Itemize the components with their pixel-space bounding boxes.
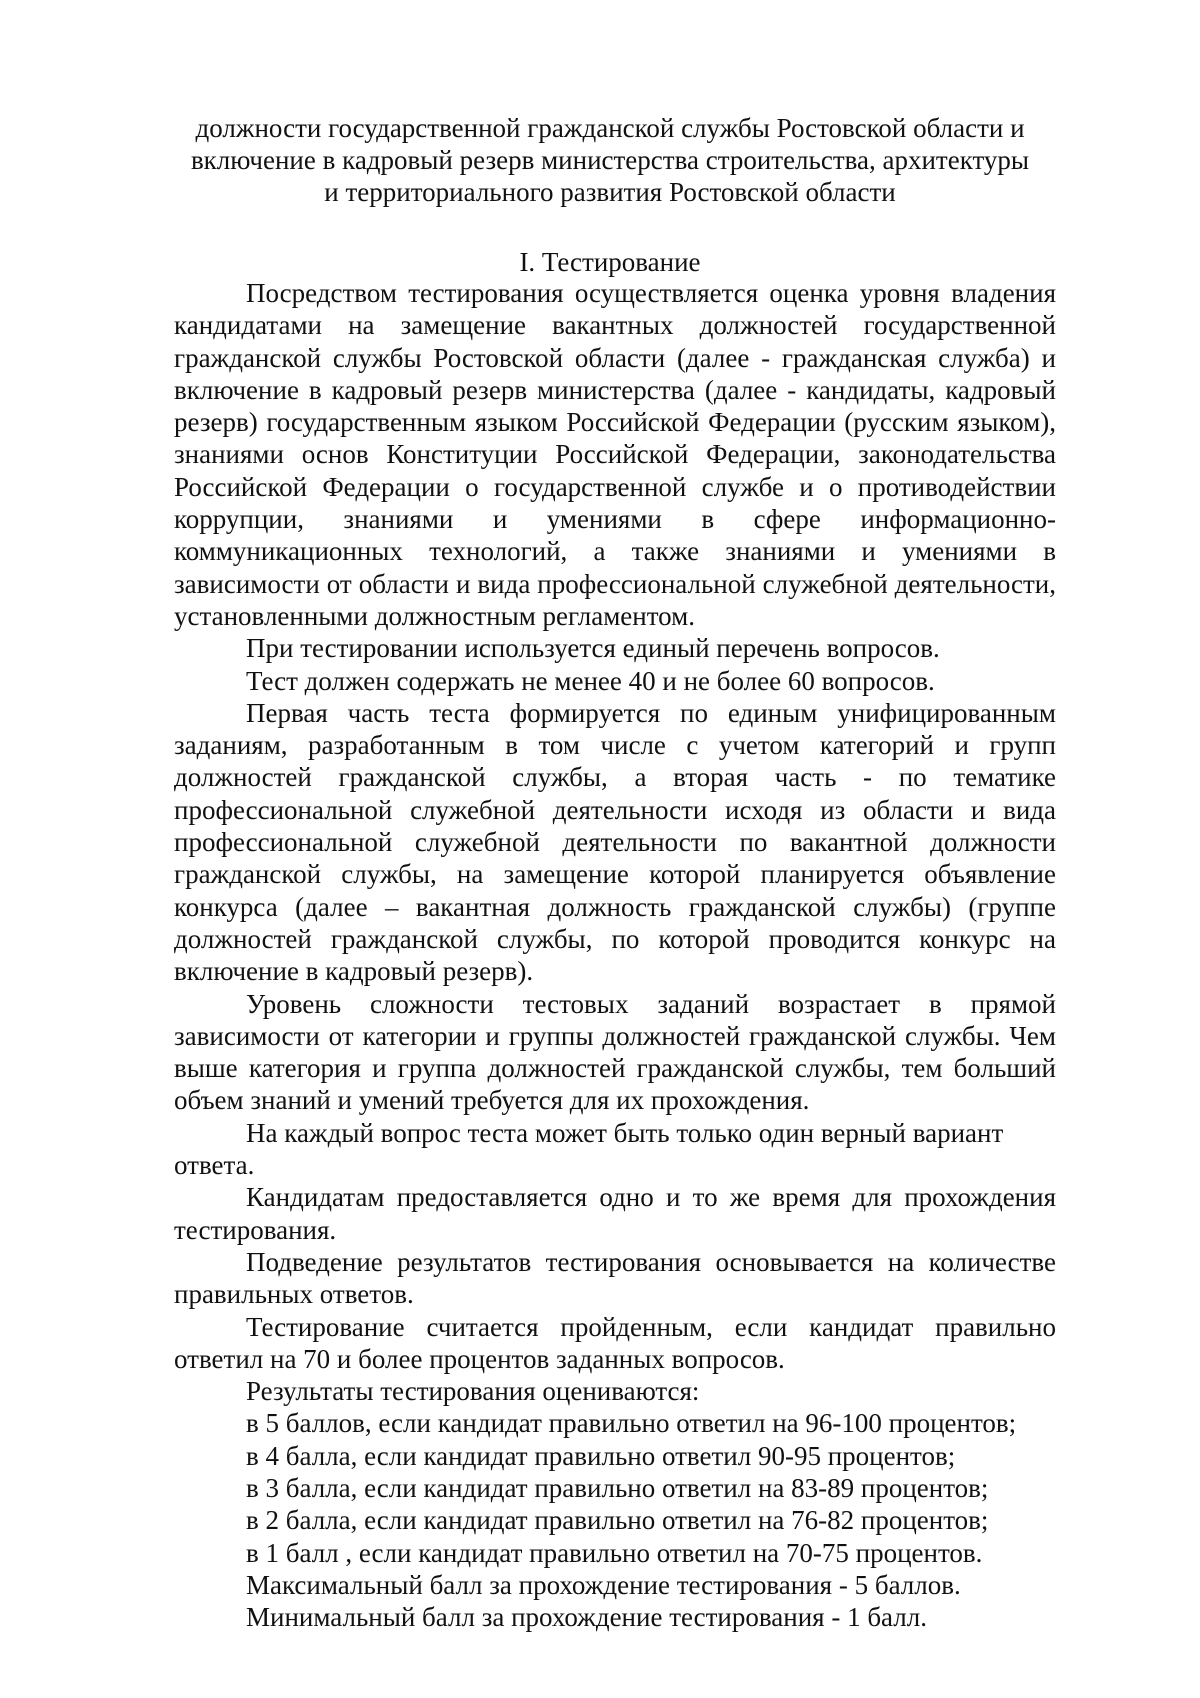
paragraph: При тестировании используется единый перечень вопросов. xyxy=(246,633,940,664)
score-item: в 4 балла, если кандидат правильно ответил 90-95 процентов; xyxy=(246,1440,956,1471)
paragraph: Подведение результатов тестирования основывается на количестве правильных ответов. xyxy=(174,1246,1056,1310)
paragraph: Тестирование считается пройденным, если кандидат правильно ответил на 70 и более процентов заданных вопросов. xyxy=(174,1311,1056,1374)
paragraph: Максимальный балл за прохождение тестирования - 5 баллов. xyxy=(246,1569,961,1600)
heading-line-1: должности государственной гражданской службы Ростовской области и xyxy=(195,113,1025,143)
paragraph: Посредством тестирования осуществляется оценка уровня владения кандидатами на замещение вакантных должностей государственной гражданской службы Ростовской области (далее - гражданская служба) и включение в кадровый резерв министерства (далее - кандидаты, кадровый резерв) государственным языком Российской Федерации (русским языком), знаниями основ Конституции Российской Федерации, законодательства Российской Федерации о государственной службе и о противодействии коррупции, знаниями и умениями в сфере информационно-коммуникационных технологий, а также знаниями и умениями в зависимости от области и вида профессиональной служебной деятельности, установленными должностным регламентом. xyxy=(174,278,1056,631)
score-item: в 5 баллов, если кандидат правильно ответил на 96-100 процентов; xyxy=(246,1408,1017,1439)
paragraph: Кандидатам предоставляется одно и то же время для прохождения тестирования. xyxy=(174,1182,1056,1245)
paragraph: Уровень сложности тестовых заданий возрастает в прямой зависимости от категории и группы должностей гражданской службы. Чем выше категория и группа должностей гражданской службы, тем больший объем знаний и умений требуется для их прохождения. xyxy=(174,988,1056,1116)
paragraph: Тест должен содержать не менее 40 и не более 60 вопросов. xyxy=(246,665,935,696)
section-title: I. Тестирование xyxy=(519,247,701,277)
score-item: в 2 балла, если кандидат правильно ответил на 76-82 процентов; xyxy=(246,1505,989,1536)
document-body xyxy=(174,277,1056,1633)
score-item: в 1 балл , если кандидат правильно ответил на 70-75 процентов. xyxy=(246,1537,983,1568)
heading-line-3: и территориального развития Ростовской области xyxy=(324,177,896,207)
score-item: в 3 балла, если кандидат правильно ответил на 83-89 процентов; xyxy=(246,1472,989,1503)
paragraph: Результаты тестирования оцениваются: xyxy=(246,1376,700,1407)
document-heading xyxy=(160,112,1060,208)
paragraph: Первая часть теста формируется по единым унифицированным заданиям, разработанным в том числе с учетом категорий и групп должностей гражданской службы, а вторая часть - по тематике профессиональной служебной деятельности исходя из области и вида профессиональной служебной деятельности по вакантной должности гражданской службы, на замещение которой планируется объявление конкурса (далее – вакантная должность гражданской службы) (группе должностей гражданской службы, по которой проводится конкурс на включение в кадровый резерв). xyxy=(174,697,1056,987)
heading-line-2: включение в кадровый резерв министерства строительства, архитектуры xyxy=(190,145,1030,175)
paragraph: На каждый вопрос теста может быть только один верный вариант ответа. xyxy=(174,1117,1004,1181)
paragraph: Минимальный балл за прохождение тестирования - 1 балл. xyxy=(246,1602,927,1633)
